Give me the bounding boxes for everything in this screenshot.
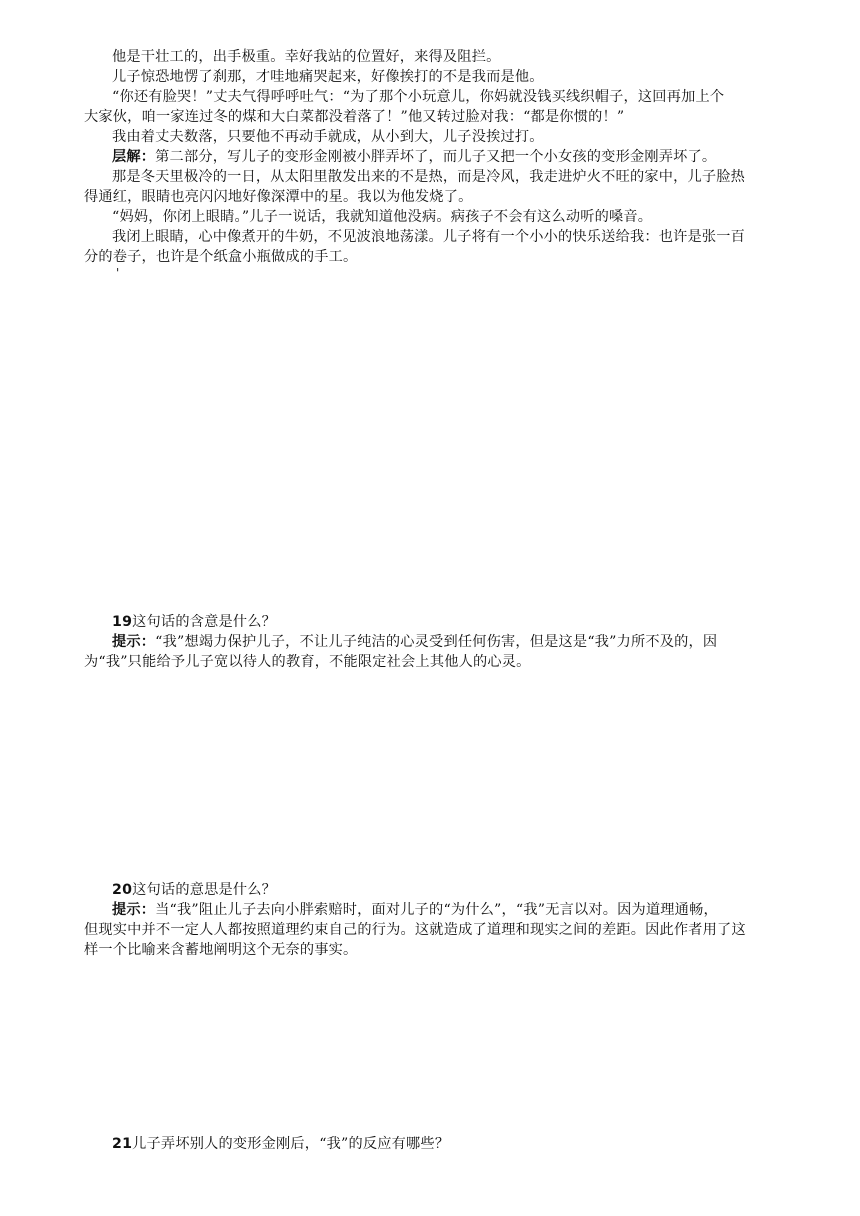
question-20: [112, 880, 780, 900]
hint-text: “我”想竭力保护儿子，不让儿子纯洁的心灵受到任何伤害，但是这是“我”力所不及的，因: [155, 634, 718, 650]
passage-line: 那是冬天里极冷的一日，从太阳里散发出来的不是热，而是冷风，我走进炉火不旺的家中，儿子脸热: [112, 169, 746, 185]
analysis-text: 第二部分，写儿子的变形金刚被小胖弄坏了，而儿子又把一个小女孩的变形金刚弄坏了。: [155, 149, 717, 165]
analysis-paragraph: [112, 147, 780, 167]
question-text: 这句话的含意是什么？: [132, 614, 277, 630]
question-text: 这句话的意思是什么？: [132, 882, 277, 898]
question-number: 20: [112, 882, 133, 898]
hint-text: 当“我”阻止儿子去向小胖索赔时，面对儿子的“为什么”，“我”无言以对。因为道理通畅，: [155, 902, 718, 918]
question-21: [112, 1134, 780, 1154]
passage-line: 儿子惊恐地愣了刹那，才哇地痛哭起来，好像挨打的不是我而是他。: [112, 69, 544, 85]
question-number: 19: [112, 614, 133, 630]
hint-20-line: 样一个比喻来含蓄地阐明这个无奈的事实。: [84, 942, 358, 958]
hint-20: [112, 900, 780, 920]
question-19: [112, 612, 780, 632]
passage-line: 我闭上眼睛，心中像煮开的牛奶，不见波浪地荡漾。儿子将有一个小小的快乐送给我：也许是张一百: [112, 229, 746, 245]
passage-line: 他是干壮工的，出手极重。幸好我站的位置好，来得及阻拦。: [112, 49, 501, 65]
hint-label: 提示：: [112, 634, 156, 650]
hint-19: [112, 632, 780, 652]
passage-line: “妈妈，你闭上眼睛。”儿子一说话，我就知道他没病。病孩子不会有这么动听的嗓音。: [112, 209, 653, 225]
question-text: 儿子弄坏别人的变形金刚后，“我”的反应有哪些？: [132, 1136, 450, 1152]
hint-19-line: 为“我”只能给予儿子宽以待人的教育，不能限定社会上其他人的心灵。: [84, 654, 531, 670]
analysis-label: 层解：: [112, 149, 156, 165]
passage-line: 大家伙，咱一家连过冬的煤和大白菜都没着落了！”他又转过脸对我：“都是你惯的！”: [84, 109, 625, 125]
passage-line: “你还有脸哭！”丈夫气得呼呼吐气：“为了那个小玩意儿，你妈就没钱买线织帽子，这回再加上个: [112, 89, 725, 105]
question-number: 21: [112, 1136, 133, 1152]
passage-line: 得通红，眼睛也亮闪闪地好像深潭中的星。我以为他发烧了。: [84, 189, 473, 205]
hint-20-line: 但现实中并不一定人人都按照道理约束自己的行为。这就造成了道理和现实之间的差距。因此作者用了这: [84, 922, 746, 938]
stray-mark: ': [116, 266, 120, 280]
passage-line: 分的卷子，也许是个纸盒小瓶做成的手工。: [84, 249, 358, 265]
passage-line: 我由着丈夫数落，只要他不再动手就成，从小到大，儿子没挨过打。: [112, 129, 544, 145]
hint-label: 提示：: [112, 902, 156, 918]
